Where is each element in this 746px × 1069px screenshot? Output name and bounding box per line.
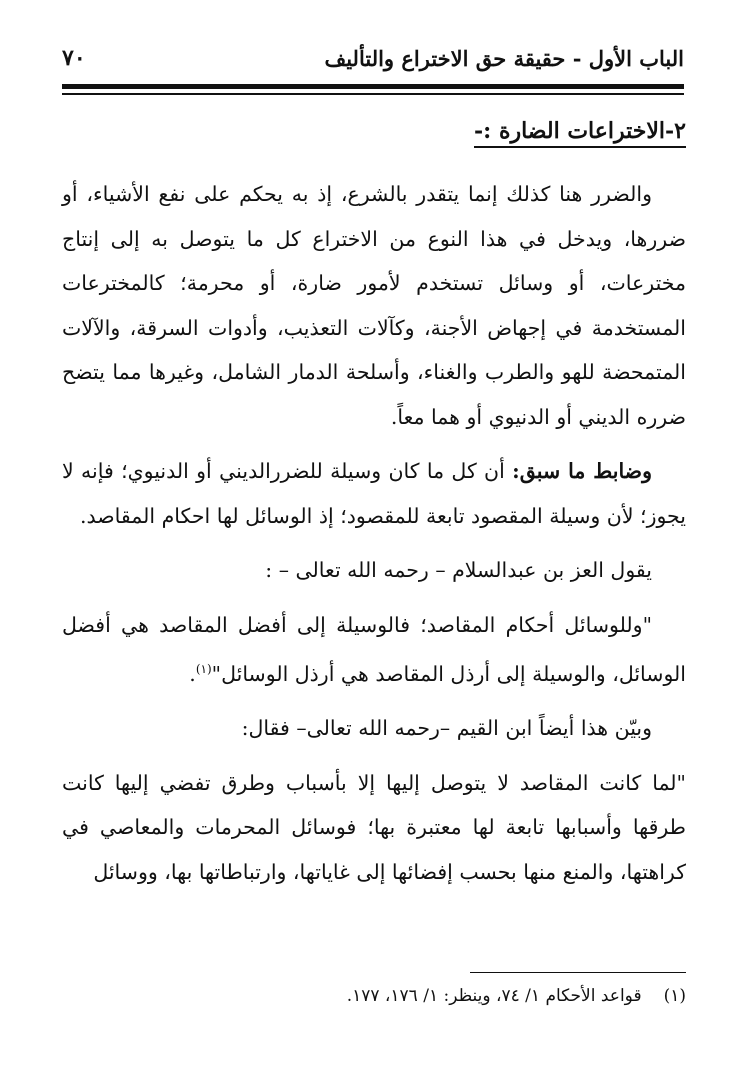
- header-rule-thin: [62, 93, 684, 95]
- footnote-reference[interactable]: (١): [195, 662, 212, 676]
- section-heading: ٢-الاختراعات الضارة :-: [474, 118, 686, 148]
- paragraph-rule: [62, 449, 686, 538]
- footnote-separator: [470, 972, 686, 973]
- paragraph-quote-izz: [62, 603, 686, 697]
- rule-lead-phrase: وضابط ما سبق:: [512, 459, 652, 483]
- footnote-number: (١): [663, 986, 686, 1006]
- page-number: ٧٠: [62, 45, 86, 71]
- header-rule-thick: [62, 84, 684, 89]
- paragraph-quote-qayyim: "لما كانت المقاصد لا يتوصل إليها إلا بأسباب وطرق تفضي إليها كانت طرقها وأسبابها تابعة لها معتبرة بها؛ فوسائل المحرمات والمعاصي في كراهتها، والمنع منها بحسب إفضائها إلى غاياتها، وارتباطاتها بها، ووسائل: [62, 770, 686, 884]
- body-text: [62, 118, 686, 894]
- footnote: [62, 982, 686, 1010]
- quote-izz-end: .: [189, 661, 196, 686]
- running-header: [62, 38, 684, 78]
- footnote-text: قواعد الأحكام ١/ ٧٤، وينظر: ١/ ١٧٦، ١٧٧.: [346, 986, 642, 1006]
- quote-izz-text: "وللوسائل أحكام المقاصد؛ فالوسيلة إلى أفضل المقاصد هي أفضل الوسائل، والوسيلة إلى أرذل المقاصد هي أرذل الوسائل": [62, 612, 686, 686]
- paragraph-quote-intro-qayyim: وبيّن هذا أيضاً ابن القيم –رحمه الله تعالى– فقال:: [241, 716, 652, 741]
- chapter-title: الباب الأول - حقيقة حق الاختراع والتأليف: [324, 45, 684, 71]
- paragraph-quote-intro-izz: يقول العز بن عبدالسلام – رحمه الله تعالى – :: [265, 558, 652, 582]
- paragraph-harm-definition: والضرر هنا كذلك إنما يتقدر بالشرع، إذ به يحكم على نفع الأشياء، أو ضررها، ويدخل في هذا النوع من الاختراع كل ما يتوصل به إلى إنتاج مخترعات، أو وسائل تستخدم لأمور ضارة، أو محرمة؛ كالمخترعات المستخدمة في إجهاض الأجنة، وكآلات التعذيب، وأدوات السرقة، والآلات المتمحضة للهو والطرب والغناء، وأسلحة الدمار الشامل، وغيرها مما يتضح ضرره الديني أو الدنيوي أو هما معاً.: [62, 182, 686, 429]
- rule-text: أن كل ما كان وسيلة للضررالديني أو الدنيوي؛ فإنه لا يجوز؛ لأن وسيلة المقصود تابعة للمقصود؛ إذ الوسائل لها احكام المقاصد.: [62, 459, 686, 528]
